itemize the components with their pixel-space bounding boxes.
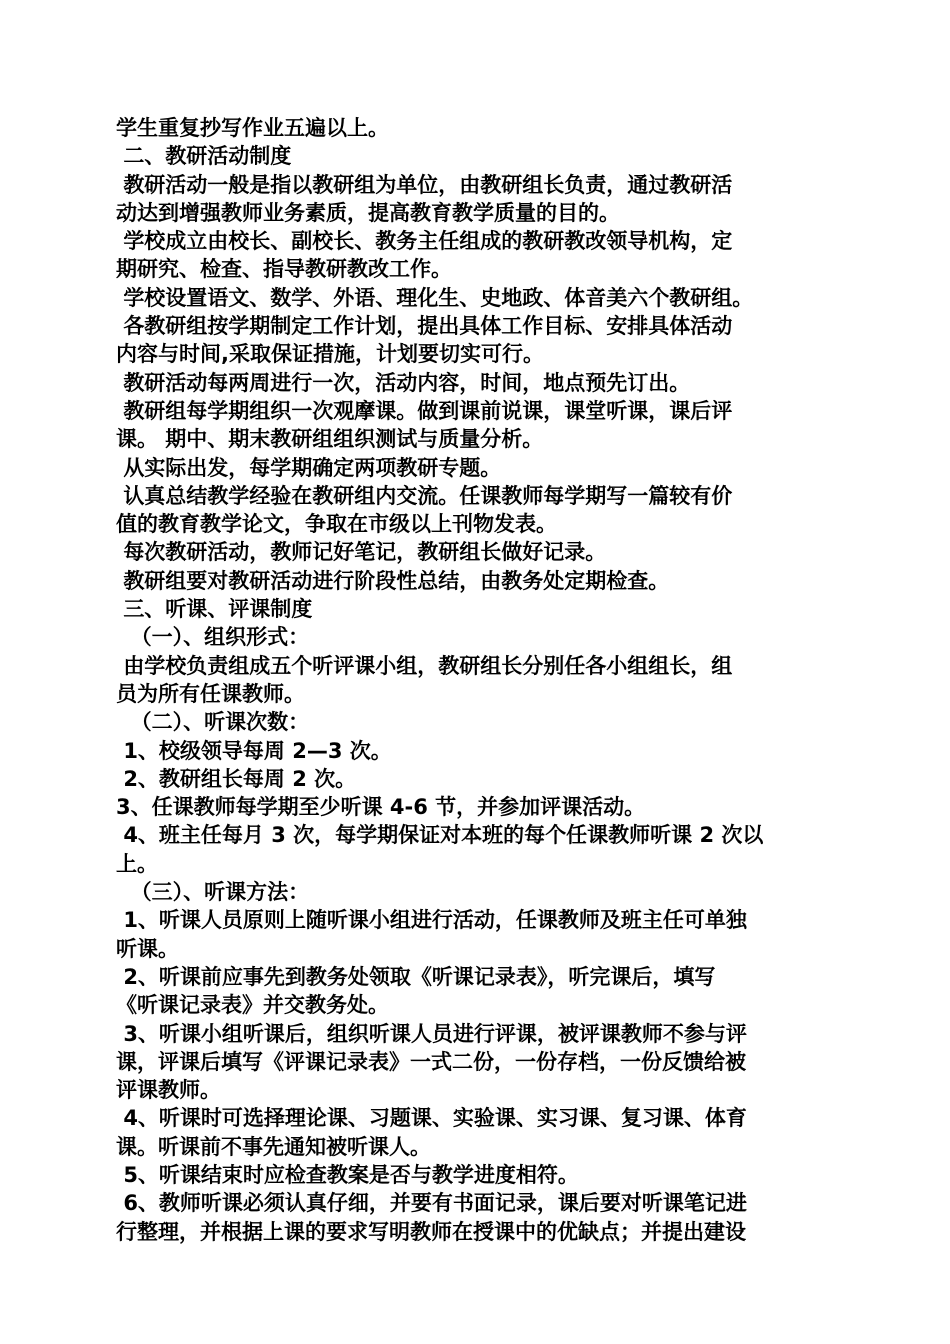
text-line: 学校成立由校长、副校长、教务主任组成的教研教改领导机构，定 xyxy=(116,229,733,254)
text-line: 每次教研活动，教师记好笔记，教研组长做好记录。 xyxy=(116,540,607,565)
text-line: 课。听课前不事先通知被听课人。 xyxy=(116,1134,431,1159)
document-body xyxy=(116,114,836,1246)
text-line: 学生重复抄写作业五遍以上。 xyxy=(116,116,389,140)
text-line: 《听课记录表》并交教务处。 xyxy=(116,993,389,1018)
text-line: 教研活动每两周进行一次，活动内容，时间，地点预先订出。 xyxy=(116,370,691,395)
text-line: 课。 期中、期末教研组组织测试与质量分析。 xyxy=(116,427,544,452)
text-line: 教研组每学期组织一次观摩课。做到课前说课，课堂听课，课后评 xyxy=(116,398,733,423)
text-line: 期研究、检查、指导教研教改工作。 xyxy=(116,257,452,282)
text-line: 5、听课结束时应检查教案是否与教学进度相符。 xyxy=(116,1162,579,1187)
text-line: 4、班主任每月 3 次，每学期保证对本班的每个任课教师听课 2 次以 xyxy=(116,823,764,848)
text-line: 教研组要对教研活动进行阶段性总结，由教务处定期检查。 xyxy=(116,568,670,593)
text-line: 由学校负责组成五个听评课小组，教研组长分别任各小组组长，组 xyxy=(116,653,733,678)
text-line: 评课教师。 xyxy=(116,1078,221,1103)
text-line: 二、教研活动制度 xyxy=(116,144,292,169)
text-line: 听课。 xyxy=(116,936,179,961)
text-line: 动达到增强教师业务素质，提高教育教学质量的目的。 xyxy=(116,200,620,225)
text-line: 各教研组按学期制定工作计划，提出具体工作目标、安排具体活动 xyxy=(116,314,733,339)
text-line: 员为所有任课教师。 xyxy=(116,681,305,706)
text-line: 三、听课、评课制度 xyxy=(116,597,313,622)
text-line: （二）、听课次数： xyxy=(116,710,310,735)
text-line: 课，评课后填写《评课记录表》一式二份，一份存档，一份反馈给被 xyxy=(116,1049,746,1074)
text-line: 从实际出发，每学期确定两项教研专题。 xyxy=(116,455,502,480)
text-line: 6、教师听课必须认真仔细，并要有书面记录，课后要对听课笔记进 xyxy=(116,1191,747,1216)
text-line: 内容与时间,采取保证措施，计划要切实可行。 xyxy=(116,342,544,367)
text-line: 3、任课教师每学期至少听课 4-6 节，并参加评课活动。 xyxy=(116,795,646,820)
text-line: 4、听课时可选择理论课、习题课、实验课、实习课、复习课、体育 xyxy=(116,1106,747,1131)
text-line: 2、教研组长每周 2 次。 xyxy=(116,766,357,791)
text-line: 教研活动一般是指以教研组为单位，由教研组长负责，通过教研活 xyxy=(116,172,733,197)
text-line: 行整理，并根据上课的要求写明教师在授课中的优缺点；并提出建设 xyxy=(116,1219,746,1244)
text-line: 1、校级领导每周 2—3 次。 xyxy=(116,738,392,763)
text-line: 学校设置语文、数学、外语、理化生、史地政、体音美六个教研组。 xyxy=(116,285,754,310)
text-line: 1、听课人员原则上随听课小组进行活动，任课教师及班主任可单独 xyxy=(116,908,747,933)
text-line: （一）、组织形式： xyxy=(116,625,310,650)
text-line: 认真总结教学经验在教研组内交流。任课教师每学期写一篇较有价 xyxy=(116,483,733,508)
text-line: 上。 xyxy=(116,851,158,876)
text-line: 2、听课前应事先到教务处领取《听课记录表》，听完课后，填写 xyxy=(116,964,716,989)
text-line: 3、听课小组听课后，组织听课人员进行评课，被评课教师不参与评 xyxy=(116,1021,747,1046)
text-line: 值的教育教学论文，争取在市级以上刊物发表。 xyxy=(116,512,557,537)
text-line: （三）、听课方法： xyxy=(116,880,310,905)
